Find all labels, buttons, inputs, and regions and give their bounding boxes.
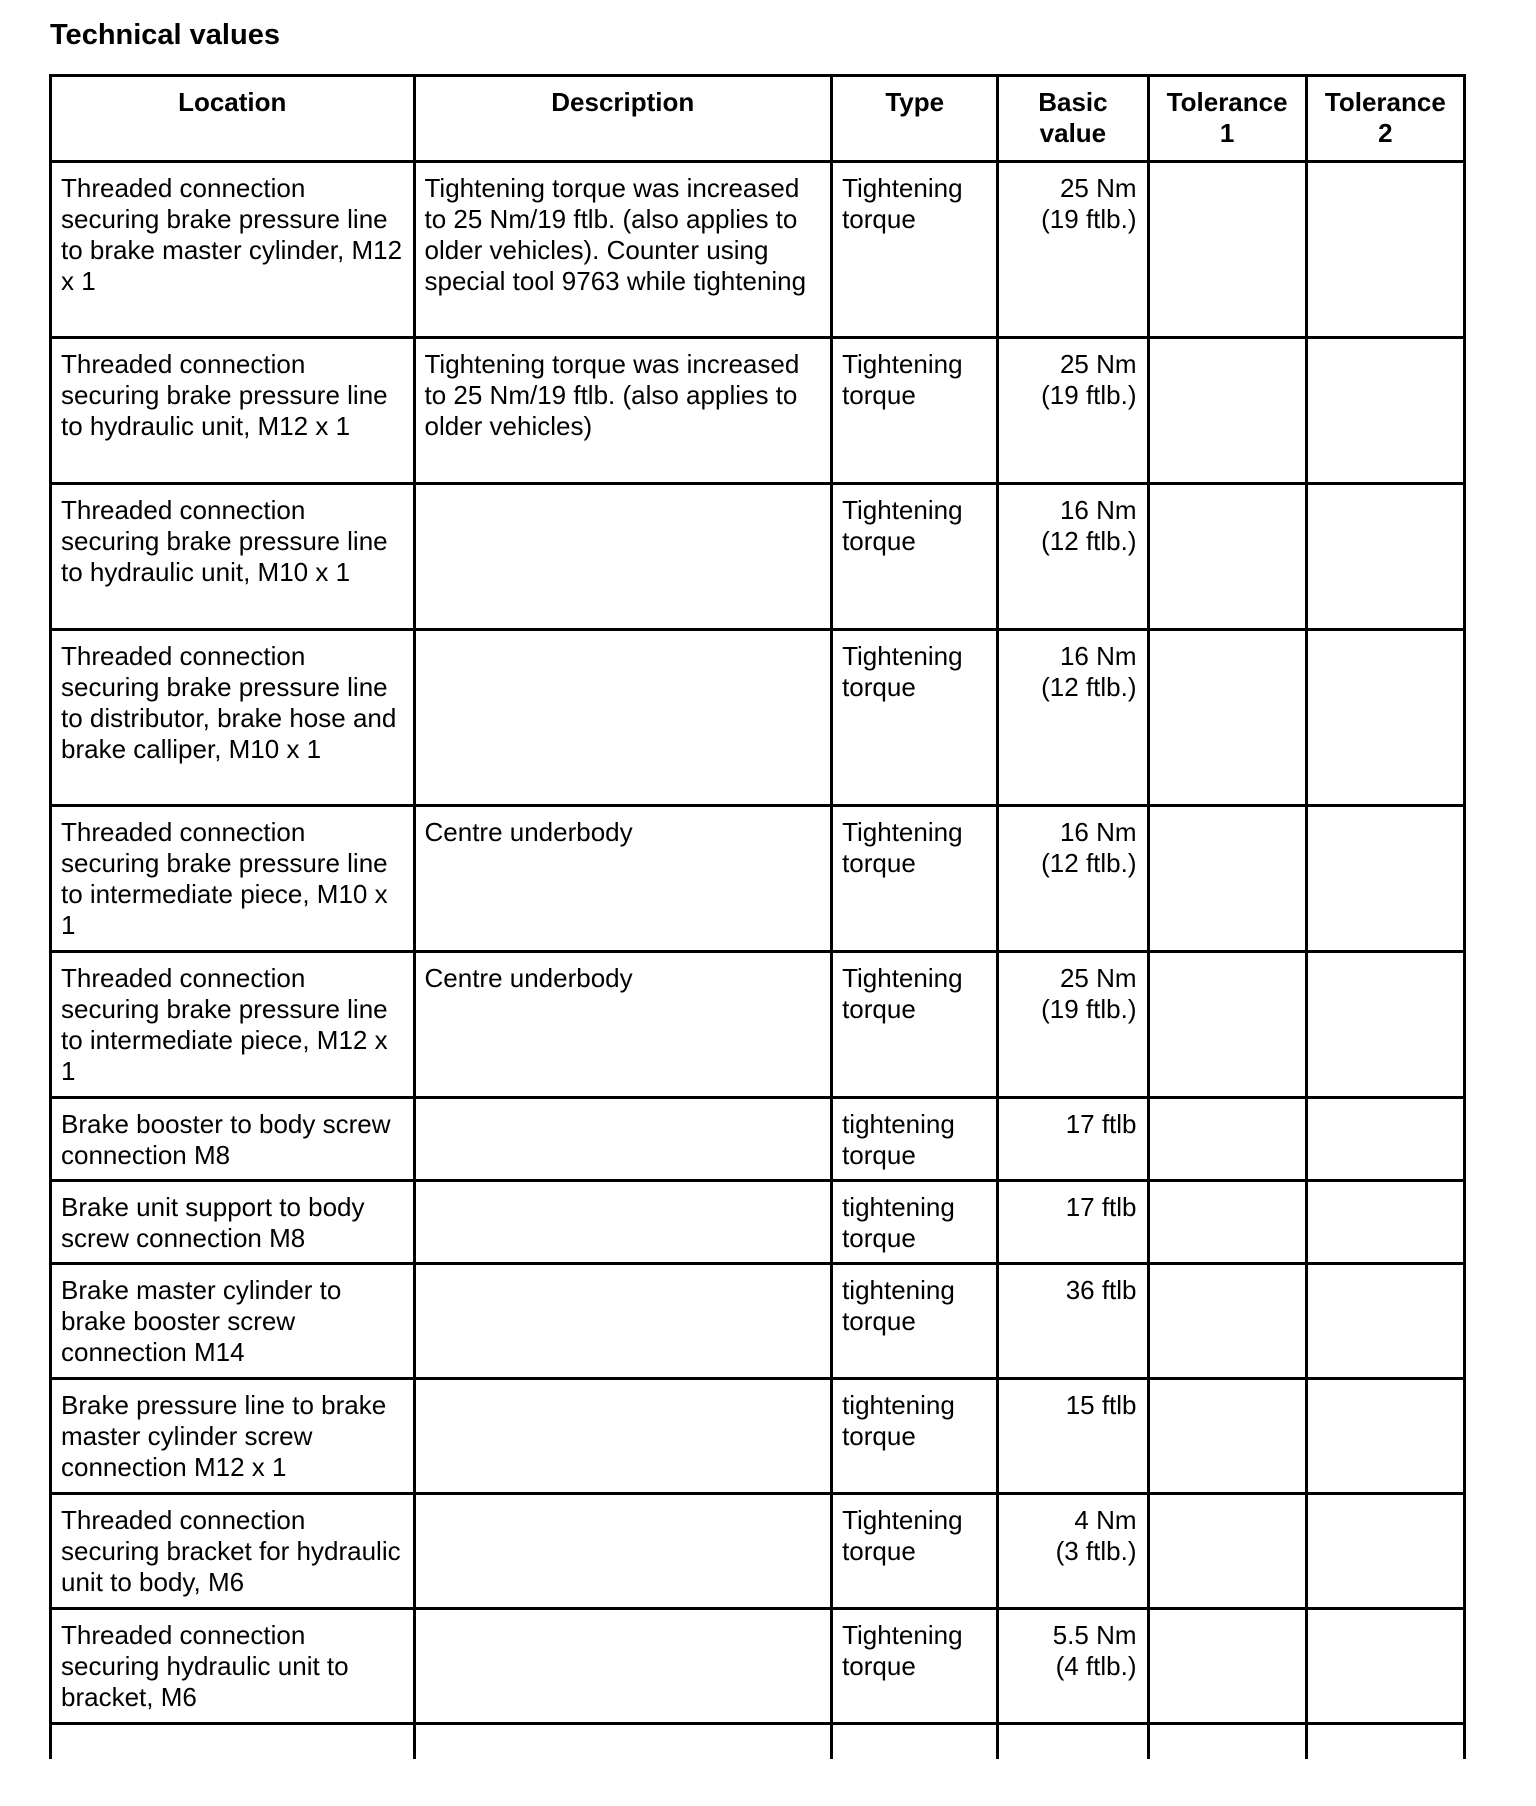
column-header-tolerance-2-line1: Tolerance — [1324, 87, 1446, 117]
cell-location: Threaded connection securing brake pressure line to hydraulic unit, M10 x 1 — [51, 484, 415, 630]
column-header-tolerance-1 — [1148, 76, 1306, 162]
basic-value-secondary: (12 ftlb.) — [1041, 848, 1137, 878]
basic-value-secondary: (4 ftlb.) — [1055, 1651, 1137, 1681]
cell-location: Threaded connection securing brake pressure line to hydraulic unit, M12 x 1 — [51, 338, 415, 484]
basic-value-primary: 16 Nm — [1059, 817, 1137, 847]
cell-tolerance-1 — [1148, 1181, 1306, 1264]
cell-tolerance-2 — [1306, 1379, 1464, 1494]
basic-value-primary: 17 ftlb — [1065, 1109, 1137, 1139]
basic-value-primary: 25 Nm — [1059, 963, 1137, 993]
cell-type: Tightening torque — [832, 630, 998, 806]
cell-basic-value — [998, 1264, 1148, 1379]
basic-value-primary: 16 Nm — [1059, 495, 1137, 525]
cell-tolerance-1 — [1148, 806, 1306, 952]
cell-type: Tightening torque — [832, 338, 998, 484]
cell-type: Tightening torque — [832, 952, 998, 1098]
table-row-continued — [51, 1724, 1465, 1760]
basic-value-secondary: (19 ftlb.) — [1041, 994, 1137, 1024]
table-row — [51, 1609, 1465, 1724]
cell-tolerance-1 — [1148, 630, 1306, 806]
cell-tolerance-1 — [1148, 1098, 1306, 1181]
cell-type: tightening torque — [832, 1264, 998, 1379]
cell-description: Tightening torque was increased to 25 Nm/19 ftlb. (also applies to older vehicles). Counter using special tool 9763 while tightening — [414, 162, 832, 338]
cell-location: Threaded connection securing brake pressure line to distributor, brake hose and brake calliper, M10 x 1 — [51, 630, 415, 806]
table-row — [51, 630, 1465, 806]
table-row — [51, 338, 1465, 484]
cell-tolerance-1-empty — [1148, 1724, 1306, 1760]
cell-location: Brake master cylinder to brake booster screw connection M14 — [51, 1264, 415, 1379]
cell-description: Tightening torque was increased to 25 Nm/19 ftlb. (also applies to older vehicles) — [414, 338, 832, 484]
cell-tolerance-1 — [1148, 1609, 1306, 1724]
cell-basic-value — [998, 162, 1148, 338]
basic-value-secondary: (12 ftlb.) — [1041, 672, 1137, 702]
column-header-description: Description — [414, 76, 832, 162]
basic-value-primary: 4 Nm — [1074, 1505, 1137, 1535]
basic-value-primary: 25 Nm — [1059, 349, 1137, 379]
cell-basic-value — [998, 1609, 1148, 1724]
cell-tolerance-1 — [1148, 1379, 1306, 1494]
table-row — [51, 1494, 1465, 1609]
table-row — [51, 162, 1465, 338]
cell-location: Brake booster to body screw connection M8 — [51, 1098, 415, 1181]
cell-tolerance-2 — [1306, 806, 1464, 952]
cell-location: Threaded connection securing bracket for hydraulic unit to body, M6 — [51, 1494, 415, 1609]
basic-value-primary: 17 ftlb — [1065, 1192, 1137, 1222]
cell-tolerance-1 — [1148, 338, 1306, 484]
cell-basic-value — [998, 952, 1148, 1098]
basic-value-primary: 16 Nm — [1059, 641, 1137, 671]
cell-location: Brake unit support to body screw connection M8 — [51, 1181, 415, 1264]
basic-value-primary: 25 Nm — [1059, 173, 1137, 203]
cell-tolerance-2 — [1306, 630, 1464, 806]
basic-value-primary: 5.5 Nm — [1052, 1620, 1137, 1650]
cell-type: Tightening torque — [832, 806, 998, 952]
table-row — [51, 1264, 1465, 1379]
cell-basic-value-empty — [998, 1724, 1148, 1760]
column-header-tolerance-1-line1: Tolerance — [1166, 87, 1288, 117]
cell-basic-value — [998, 630, 1148, 806]
cell-tolerance-2 — [1306, 1181, 1464, 1264]
cell-description — [414, 1609, 832, 1724]
table-row — [51, 806, 1465, 952]
cell-basic-value — [998, 1181, 1148, 1264]
cell-tolerance-2 — [1306, 484, 1464, 630]
basic-value-secondary: (3 ftlb.) — [1055, 1536, 1137, 1566]
cell-description-empty — [414, 1724, 832, 1760]
cell-basic-value — [998, 1494, 1148, 1609]
table-row — [51, 1181, 1465, 1264]
table-row — [51, 1098, 1465, 1181]
cell-tolerance-2 — [1306, 1494, 1464, 1609]
table-row — [51, 1379, 1465, 1494]
technical-values-table — [49, 74, 1466, 1759]
cell-tolerance-2 — [1306, 1264, 1464, 1379]
cell-tolerance-1 — [1148, 1494, 1306, 1609]
cell-tolerance-1 — [1148, 484, 1306, 630]
cell-tolerance-2-empty — [1306, 1724, 1464, 1760]
cell-tolerance-1 — [1148, 952, 1306, 1098]
cell-type: Tightening torque — [832, 162, 998, 338]
column-header-basic-value-line2: value — [1039, 118, 1107, 148]
cell-description: Centre underbody — [414, 952, 832, 1098]
basic-value-secondary: (12 ftlb.) — [1041, 526, 1137, 556]
cell-description — [414, 1098, 832, 1181]
basic-value-primary: 36 ftlb — [1065, 1275, 1137, 1305]
cell-basic-value — [998, 338, 1148, 484]
cell-location: Threaded connection securing brake pressure line to brake master cylinder, M12 x 1 — [51, 162, 415, 338]
column-header-basic-value — [998, 76, 1148, 162]
cell-tolerance-2 — [1306, 952, 1464, 1098]
cell-location: Threaded connection securing brake pressure line to intermediate piece, M12 x 1 — [51, 952, 415, 1098]
cell-description — [414, 484, 832, 630]
cell-location: Threaded connection securing brake pressure line to intermediate piece, M10 x 1 — [51, 806, 415, 952]
cell-tolerance-2 — [1306, 1609, 1464, 1724]
cell-tolerance-1 — [1148, 162, 1306, 338]
column-header-type: Type — [832, 76, 998, 162]
table-row — [51, 952, 1465, 1098]
cell-location: Threaded connection securing hydraulic unit to bracket, M6 — [51, 1609, 415, 1724]
cell-type: Tightening torque — [832, 484, 998, 630]
cell-location-empty — [51, 1724, 415, 1760]
cell-description — [414, 1494, 832, 1609]
basic-value-primary: 15 ftlb — [1065, 1390, 1137, 1420]
cell-description — [414, 1181, 832, 1264]
column-header-tolerance-1-line2: 1 — [1219, 118, 1235, 148]
cell-tolerance-1 — [1148, 1264, 1306, 1379]
column-header-basic-value-line1: Basic — [1038, 87, 1108, 117]
cell-type-empty — [832, 1724, 998, 1760]
column-header-tolerance-2-line2: 2 — [1378, 118, 1393, 148]
cell-basic-value — [998, 806, 1148, 952]
cell-tolerance-2 — [1306, 338, 1464, 484]
cell-location: Brake pressure line to brake master cylinder screw connection M12 x 1 — [51, 1379, 415, 1494]
column-header-tolerance-2 — [1306, 76, 1464, 162]
cell-type: tightening torque — [832, 1181, 998, 1264]
cell-tolerance-2 — [1306, 162, 1464, 338]
cell-type: Tightening torque — [832, 1494, 998, 1609]
cell-type: Tightening torque — [832, 1609, 998, 1724]
cell-basic-value — [998, 1379, 1148, 1494]
basic-value-secondary: (19 ftlb.) — [1041, 204, 1137, 234]
basic-value-secondary: (19 ftlb.) — [1041, 380, 1137, 410]
cell-type: tightening torque — [832, 1379, 998, 1494]
cell-description: Centre underbody — [414, 806, 832, 952]
table-header-row — [51, 76, 1465, 162]
cell-description — [414, 1379, 832, 1494]
cell-type: tightening torque — [832, 1098, 998, 1181]
cell-tolerance-2 — [1306, 1098, 1464, 1181]
page-title: Technical values — [50, 19, 280, 51]
table-row — [51, 484, 1465, 630]
cell-description — [414, 1264, 832, 1379]
cell-basic-value — [998, 1098, 1148, 1181]
cell-description — [414, 630, 832, 806]
cell-basic-value — [998, 484, 1148, 630]
column-header-location: Location — [51, 76, 415, 162]
